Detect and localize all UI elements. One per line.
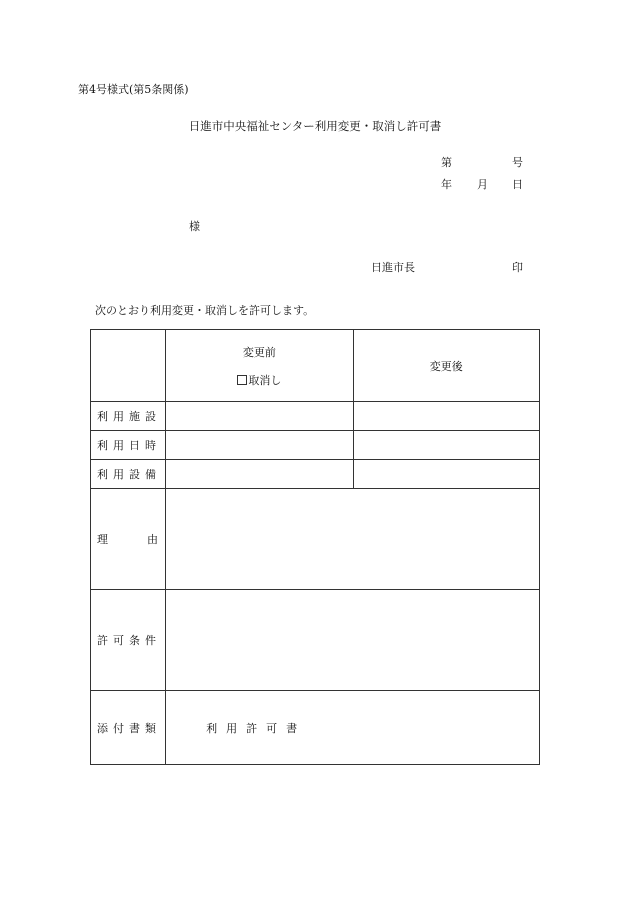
facility-label: 利用施設 bbox=[91, 402, 166, 431]
facility-before-cell[interactable] bbox=[166, 402, 353, 431]
conditions-value-cell[interactable] bbox=[166, 590, 540, 691]
addressee-honorific: 様 bbox=[189, 220, 200, 233]
intro-text: 次のとおり利用変更・取消しを許可します。 bbox=[95, 304, 315, 317]
attachments-label: 添付書類 bbox=[91, 691, 166, 765]
issuer-name: 日進市長 bbox=[371, 261, 415, 274]
seal-mark: 印 bbox=[512, 261, 523, 274]
datetime-before-cell[interactable] bbox=[166, 431, 353, 460]
table-row bbox=[91, 402, 540, 431]
table-row bbox=[91, 691, 540, 765]
number-suffix: 号 bbox=[512, 156, 523, 169]
date-year-label: 年 bbox=[441, 178, 452, 191]
conditions-label: 許可条件 bbox=[91, 590, 166, 691]
facility-after-cell[interactable] bbox=[353, 402, 539, 431]
table-row bbox=[91, 431, 540, 460]
reason-label-first: 理 bbox=[97, 533, 108, 546]
number-prefix: 第 bbox=[441, 156, 452, 169]
permit-table bbox=[90, 329, 540, 765]
header-empty-cell bbox=[91, 330, 166, 402]
datetime-after-cell[interactable] bbox=[353, 431, 539, 460]
header-row bbox=[91, 330, 540, 402]
reason-label-second: 由 bbox=[147, 533, 158, 546]
equipment-before-cell[interactable] bbox=[166, 460, 353, 489]
form-number: 第4号様式(第5条関係) bbox=[78, 83, 189, 96]
table-row bbox=[91, 489, 540, 590]
cancel-label: 取消し bbox=[248, 373, 282, 387]
equipment-label: 利用設備 bbox=[91, 460, 166, 489]
date-month-label: 月 bbox=[477, 178, 488, 191]
attachments-value: 利用許可書 bbox=[166, 691, 540, 765]
after-change-header: 変更後 bbox=[353, 330, 539, 402]
checkbox-icon[interactable] bbox=[237, 375, 247, 385]
table-row bbox=[91, 590, 540, 691]
datetime-label: 利用日時 bbox=[91, 431, 166, 460]
cancel-option[interactable] bbox=[237, 372, 281, 388]
table-row bbox=[91, 460, 540, 489]
date-day-label: 日 bbox=[512, 178, 523, 191]
before-change-header bbox=[166, 330, 353, 402]
reason-value-cell[interactable] bbox=[166, 489, 540, 590]
reason-label bbox=[91, 489, 166, 590]
equipment-after-cell[interactable] bbox=[353, 460, 539, 489]
document-title: 日進市中央福祉センター利用変更・取消し許可書 bbox=[188, 119, 442, 133]
before-change-label: 変更前 bbox=[242, 345, 276, 359]
